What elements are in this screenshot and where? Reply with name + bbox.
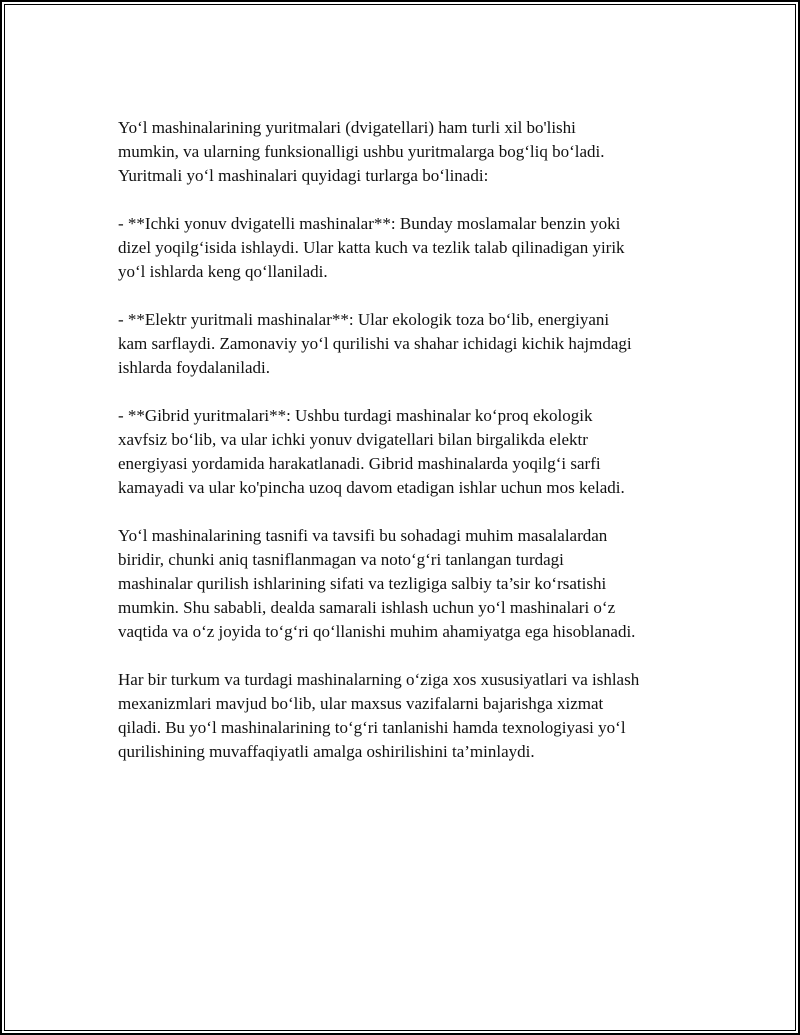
paragraph-intro: Yo‘l mashinalarining yuritmalari (dvigatellari) ham turli xil bo'lishi mumkin, va ularning funksionalligi ushbu yuritmalarga bog‘liq bo‘ladi. Yuritmali yo‘l mashinalari quyidagi turlarga bo‘linadi: bbox=[118, 118, 605, 185]
paragraph-internal-combustion: - **Ichki yonuv dvigatelli mashinalar**: Bunday moslamalar benzin yoki dizel yoqilg‘isida ishlaydi. Ular katta kuch va tezlik talab qilinadigan yirik yo‘l ishlarda keng qo‘llaniladi. bbox=[118, 214, 625, 281]
paragraph-classification: Yo‘l mashinalarining tasnifi va tavsifi bu sohadagi muhim masalalardan biridir, chunki aniq tasniflanmagan va noto‘g‘ri tanlangan turdagi mashinalar qurilish ishlarining sifati va tezligiga salbiy ta’sir ko‘rsatishi mumkin. Shu sababli, dealda samarali ishlash uchun yo‘l mashinalari o‘z vaqtida va o‘z joyida to‘g‘ri qo‘llanishi muhim ahamiyatga ega hisoblanadi. bbox=[118, 526, 636, 641]
paragraph-conclusion: Har bir turkum va turdagi mashinalarning o‘ziga xos xususiyatlari va ishlash mexanizmlari mavjud bo‘lib, ular maxsus vazifalarni bajarishga xizmat qiladi. Bu yo‘l mashinalarining to‘g‘ri tanlanishi hamda texnologiyasi yo‘l qurilishining muvaffaqiyatli amalga oshirilishini ta’minlaydi. bbox=[118, 670, 640, 761]
document-body bbox=[118, 116, 698, 788]
paragraph-hybrid: - **Gibrid yuritmalari**: Ushbu turdagi mashinalar ko‘proq ekologik xavfsiz bo‘lib, va ular ichki yonuv dvigatellari bilan birgalikda elektr energiyasi yordamida harakatlanadi. Gibrid mashinalarda yoqilg‘i sarfi kamayadi va ular ko'pincha uzoq davom etadigan ishlar uchun mos keladi. bbox=[118, 406, 625, 497]
paragraph-electric: - **Elektr yuritmali mashinalar**: Ular ekologik toza bo‘lib, energiyani kam sarflaydi. Zamonaviy yo‘l qurilishi va shahar ichidagi kichik hajmdagi ishlarda foydalaniladi. bbox=[118, 310, 632, 377]
